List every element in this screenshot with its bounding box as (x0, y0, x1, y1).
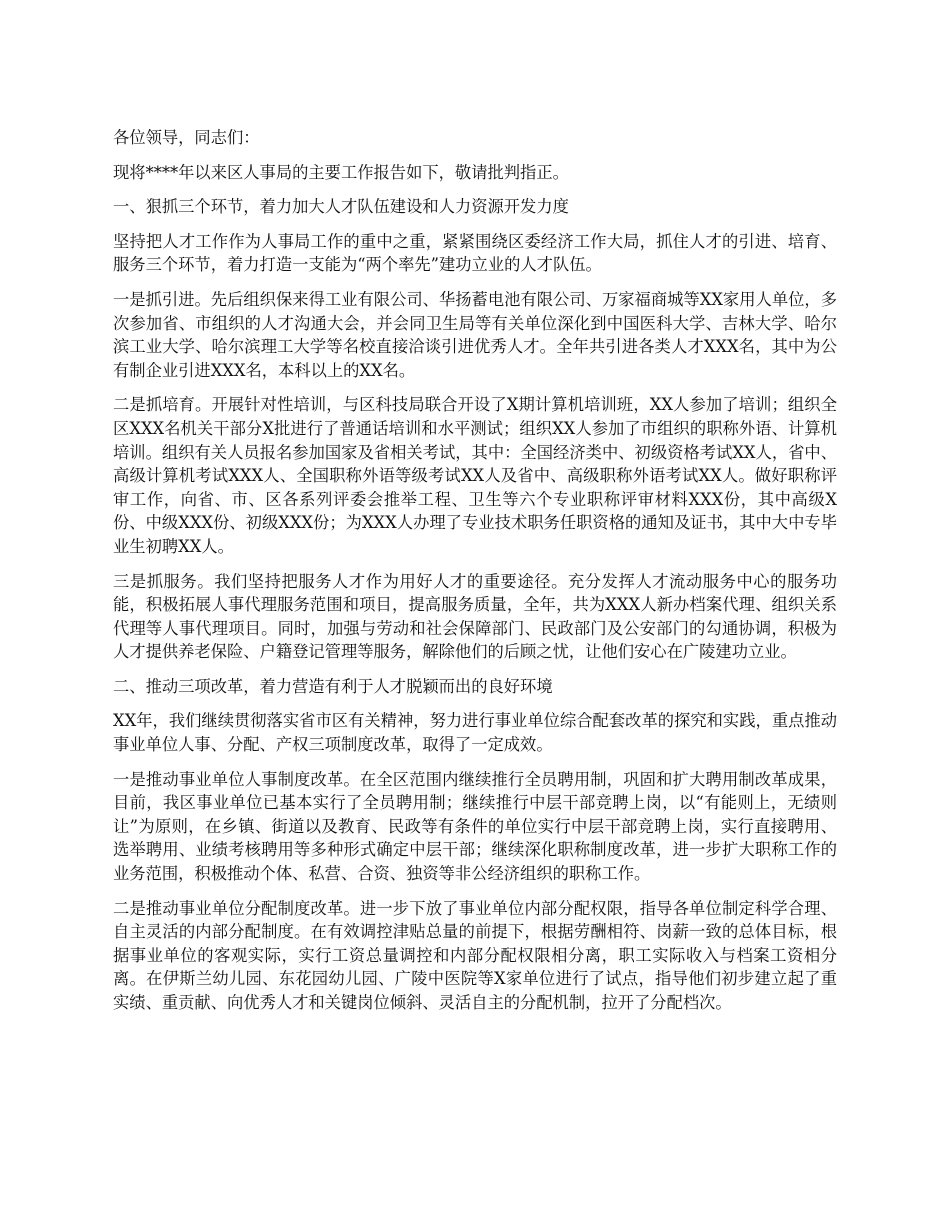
section1-item-recruitment: 一是抓引进。先后组织保来得工业有限公司、华扬蓄电池有限公司、万家福商城等XX家用人单位，多次参加省、市组织的人才沟通大会，并会同卫生局等有关单位深化到中国医科大学、吉林大学、哈尔滨工业大学、哈尔滨理工大学等名校直接洽谈引进优秀人才。全年共引进各类人才XXX名，其中为公有制企业引进XXX名，本科以上的XX名。 (113, 289, 837, 380)
intro-paragraph: 现将****年以来区人事局的主要工作报告如下，敬请批判指正。 (113, 162, 569, 182)
section1-item-service: 三是抓服务。我们坚持把服务人才作为用好人才的重要途径。充分发挥人才流动服务中心的服务功能，积极拓展人事代理服务范围和项目，提高服务质量，全年，共为XXX人新办档案代理、组织关系代理等人事代理项目。同时，加强与劳动和社会保障部门、民政部门及公安部门的勾通协调，积极为人才提供养老保险、户籍登记管理等服务，解除他们的后顾之忧，让他们安心在广陵建功立业。 (113, 571, 837, 662)
greeting: 各位领导，同志们： (113, 128, 260, 147)
section2-summary: XX年，我们继续贯彻落实省市区有关精神，努力进行事业单位综合配套改革的探究和实践，重点推动事业单位人事、分配、产权三项制度改革，取得了一定成效。 (113, 711, 837, 755)
document-body (113, 126, 837, 1026)
section2-item-distribution-reform: 二是推动事业单位分配制度改革。进一步下放了事业单位内部分配权限，指导各单位制定科学合理、自主灵活的内部分配制度。在有效调控津贴总量的前提下，根据劳酬相符、岗薪一致的总体目标，根据事业单位的客观实际，实行工资总量调控和内部分配权限相分离，职工实际收入与档案工资相分离。在伊斯兰幼儿园、东花园幼儿园、广陵中医院等X家单位进行了试点，指导他们初步建立起了重实绩、重贡献、向优秀人才和关键岗位倾斜、灵活自主的分配机制，拉开了分配档次。 (113, 898, 837, 1012)
section1-item-training: 二是抓培育。开展针对性培训，与区科技局联合开设了X期计算机培训班，XX人参加了培训；组织全区XXX名机关干部分X批进行了普通话培训和水平测试；组织XX人参加了市组织的职称外语、计算机培训。组织有关人员报名参加国家及省相关考试，其中：全国经济类中、初级资格考试XX人，省中、高级计算机考试XXX人、全国职称外语等级考试XX人及省中、高级职称外语考试XX人。做好职称评审工作，向省、市、区各系列评委会推举工程、卫生等六个专业职称评审材料XXX份，其中高级X份、中级XXX份、初级XXX份；为XXX人办理了专业技术职务任职资格的通知及证书，其中大中专毕业生初聘XX人。 (113, 395, 837, 556)
section2-item-personnel-reform: 一是推动事业单位人事制度改革。在全区范围内继续推行全员聘用制，巩固和扩大聘用制改革成果，目前，我区事业单位已基本实行了全员聘用制；继续推行中层干部竞聘上岗，以“有能则上，无绩则让”为原则，在乡镇、街道以及教育、民政等有条件的单位实行中层干部竞聘上岗，实行直接聘用、选举聘用、业绩考核聘用等多种形式确定中层干部；继续深化职称制度改革，进一步扩大职称工作的业务范围，积极推动个体、私营、合资、独资等非公经济组织的职称工作。 (113, 769, 837, 884)
section1-heading: 一、狠抓三个环节，着力加大人才队伍建设和人力资源开发力度 (113, 197, 569, 217)
section1-summary: 坚持把人才工作作为人事局工作的重中之重，紧紧围绕区委经济工作大局，抓住人才的引进、培育、服务三个环节，着力打造一支能为“两个率先”建功立业的人才队伍。 (113, 231, 837, 275)
section2-heading: 二、推动三项改革，着力营造有利于人才脱颖而出的良好环境 (113, 676, 553, 696)
